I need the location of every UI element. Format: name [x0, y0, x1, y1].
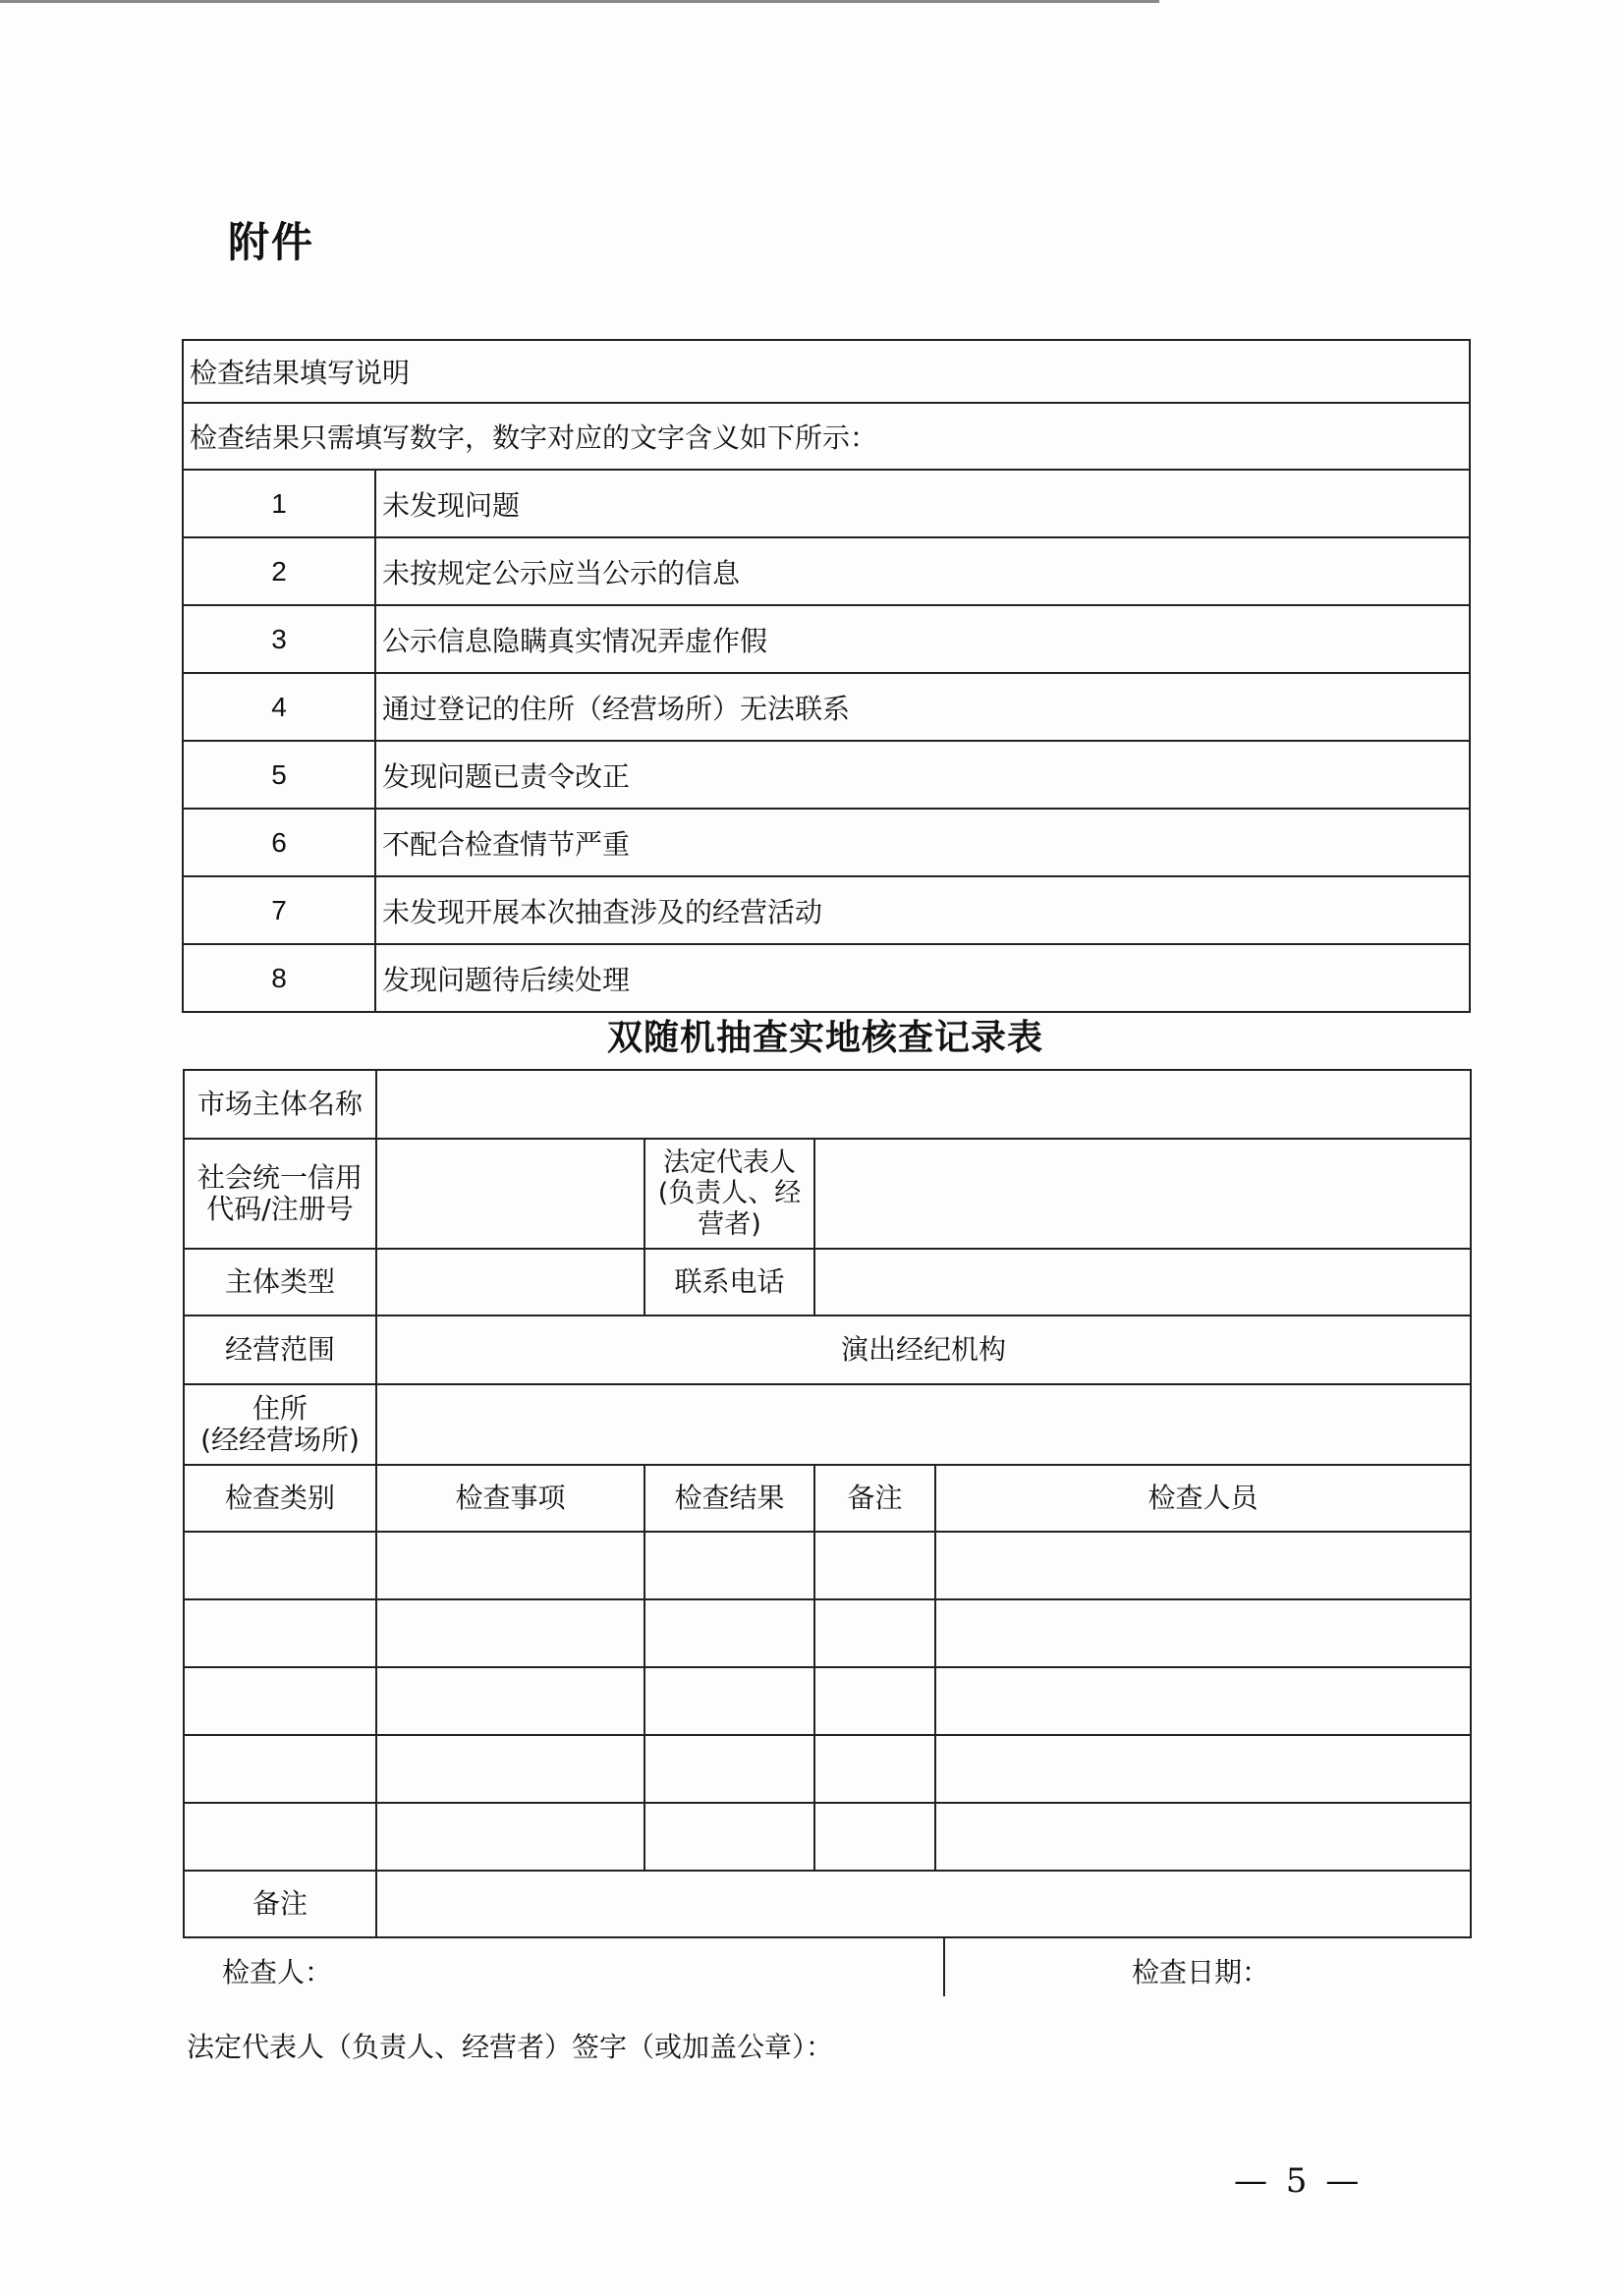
entry-inspector-cell[interactable]: [935, 1532, 1471, 1599]
code-meaning: 未按规定公示应当公示的信息: [375, 537, 1470, 605]
code-meaning: 通过登记的住所（经营场所）无法联系: [375, 673, 1470, 741]
entry-item-cell[interactable]: [376, 1735, 644, 1803]
entry-result-cell[interactable]: [644, 1667, 814, 1735]
legal-rep-label-line3: 营者): [698, 1208, 761, 1240]
code-row: [183, 605, 1470, 673]
entry-inspector-cell[interactable]: [935, 1803, 1471, 1871]
signature-divider: [943, 1937, 945, 1996]
check-result-header: 检查结果: [644, 1465, 814, 1532]
business-scope-label: 经营范围: [184, 1315, 376, 1384]
code-number: 2: [183, 537, 375, 605]
explain-instruction: 检查结果只需填写数字，数字对应的文字含义如下所示：: [183, 403, 1470, 470]
legal-rep-signature-label: 法定代表人（负责人、经营者）签字（或加盖公章）：: [187, 2031, 834, 2063]
code-number: 5: [183, 741, 375, 809]
address-label-line1: 住所: [252, 1391, 308, 1425]
code-row: [183, 944, 1470, 1012]
credit-code-field[interactable]: [376, 1139, 644, 1249]
entry-remark-cell[interactable]: [814, 1667, 935, 1735]
entry-result-cell[interactable]: [644, 1599, 814, 1667]
inspection-entry-row: [184, 1532, 1471, 1599]
inspectors-header: 检查人员: [935, 1465, 1471, 1532]
code-row: [183, 809, 1470, 876]
entry-category-cell[interactable]: [184, 1735, 376, 1803]
entry-result-cell[interactable]: [644, 1735, 814, 1803]
entry-category-cell[interactable]: [184, 1532, 376, 1599]
code-meaning: 发现问题已责令改正: [375, 741, 1470, 809]
entry-remark-cell[interactable]: [814, 1599, 935, 1667]
entry-item-cell[interactable]: [376, 1667, 644, 1735]
code-number: 4: [183, 673, 375, 741]
inspection-entry-row: [184, 1667, 1471, 1735]
entry-inspector-cell[interactable]: [935, 1599, 1471, 1667]
credit-code-label: [184, 1139, 376, 1249]
explain-title: 检查结果填写说明: [183, 340, 1470, 403]
code-row: [183, 673, 1470, 741]
check-category-header: 检查类别: [184, 1465, 376, 1532]
code-meaning: 公示信息隐瞒真实情况弄虚作假: [375, 605, 1470, 673]
code-row: [183, 537, 1470, 605]
entry-category-cell[interactable]: [184, 1667, 376, 1735]
entry-result-cell[interactable]: [644, 1532, 814, 1599]
code-row: [183, 876, 1470, 944]
legal-rep-field[interactable]: [814, 1139, 1471, 1249]
entity-type-label: 主体类型: [184, 1249, 376, 1315]
remark-field[interactable]: [376, 1871, 1471, 1937]
code-row: [183, 741, 1470, 809]
credit-code-label-line1: 社会统一信用: [196, 1160, 363, 1194]
entity-name-label: 市场主体名称: [184, 1070, 376, 1139]
code-number: 7: [183, 876, 375, 944]
code-row: [183, 470, 1470, 537]
legal-rep-label-line1: 法定代表人: [663, 1148, 796, 1179]
entry-remark-cell[interactable]: [814, 1532, 935, 1599]
entry-item-cell[interactable]: [376, 1599, 644, 1667]
inspection-entry-row: [184, 1803, 1471, 1871]
code-number: 8: [183, 944, 375, 1012]
entry-item-cell[interactable]: [376, 1532, 644, 1599]
code-meaning: 未发现开展本次抽查涉及的经营活动: [375, 876, 1470, 944]
inspection-entry-row: [184, 1735, 1471, 1803]
entry-result-cell[interactable]: [644, 1803, 814, 1871]
entry-category-cell[interactable]: [184, 1599, 376, 1667]
phone-label: 联系电话: [644, 1249, 814, 1315]
page-number: — 5 —: [1234, 2161, 1364, 2201]
phone-field[interactable]: [814, 1249, 1471, 1315]
inspection-entry-row: [184, 1599, 1471, 1667]
entry-category-cell[interactable]: [184, 1803, 376, 1871]
attachment-title: 附件: [228, 218, 315, 266]
entry-remark-cell[interactable]: [814, 1803, 935, 1871]
legal-rep-label-line2: (负责人、经: [657, 1178, 802, 1209]
remark-column-header: 备注: [814, 1465, 935, 1532]
scan-top-edge: [0, 0, 1159, 3]
entity-name-field[interactable]: [376, 1070, 1471, 1139]
code-meaning: 未发现问题: [375, 470, 1470, 537]
entry-inspector-cell[interactable]: [935, 1735, 1471, 1803]
code-number: 6: [183, 809, 375, 876]
inspector-label: 检查人：: [222, 1956, 333, 1988]
result-code-table: [182, 339, 1471, 1013]
inspection-date-label: 检查日期：: [1132, 1956, 1270, 1988]
record-form-title: 双随机抽查实地核查记录表: [606, 1017, 1043, 1058]
code-number: 3: [183, 605, 375, 673]
legal-rep-label: [644, 1139, 814, 1249]
entity-type-field[interactable]: [376, 1249, 644, 1315]
code-meaning: 发现问题待后续处理: [375, 944, 1470, 1012]
inspection-record-table: [183, 1069, 1472, 1938]
address-field[interactable]: [376, 1384, 1471, 1465]
address-label: [184, 1384, 376, 1465]
check-item-header: 检查事项: [376, 1465, 644, 1532]
code-number: 1: [183, 470, 375, 537]
address-label-line2: (经经营场所): [200, 1424, 360, 1456]
entry-inspector-cell[interactable]: [935, 1667, 1471, 1735]
entry-item-cell[interactable]: [376, 1803, 644, 1871]
entry-remark-cell[interactable]: [814, 1735, 935, 1803]
credit-code-label-line2: 代码/注册号: [206, 1193, 354, 1225]
signature-row: [183, 1937, 1470, 1996]
remark-row-label: 备注: [184, 1871, 376, 1937]
business-scope-value[interactable]: 演出经纪机构: [376, 1315, 1471, 1384]
code-meaning: 不配合检查情节严重: [375, 809, 1470, 876]
